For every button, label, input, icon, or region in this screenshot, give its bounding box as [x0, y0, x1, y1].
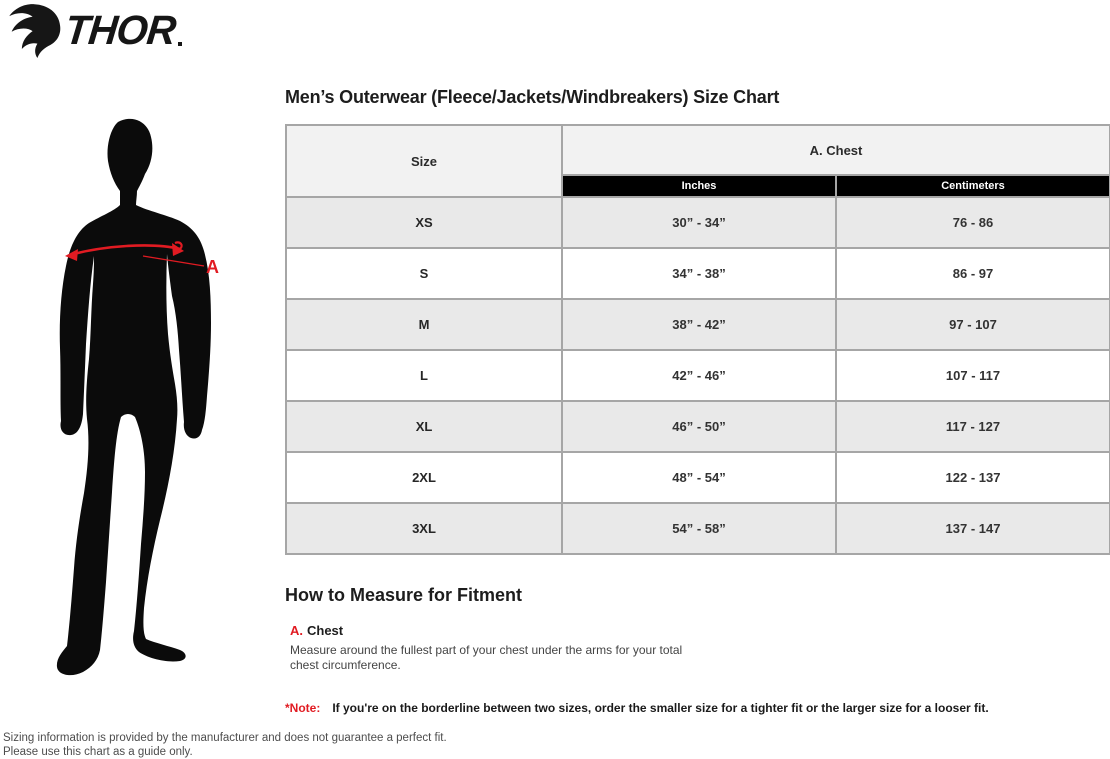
unit-header-inches: Inches: [562, 175, 836, 197]
size-cell: XS: [286, 197, 562, 248]
note-text: If you're on the borderline between two sizes, order the smaller size for a tighter fit or the larger size for a looser fit.: [332, 701, 989, 715]
size-cell: 3XL: [286, 503, 562, 554]
disclaimer-line-2: Please use this chart as a guide only.: [3, 746, 193, 759]
size-cell: M: [286, 299, 562, 350]
table-row: [286, 350, 1110, 401]
cm-cell: 107 - 117: [836, 350, 1110, 401]
inches-cell: 54” - 58”: [562, 503, 836, 554]
note-prefix: *Note:: [285, 701, 321, 715]
cm-cell: 76 - 86: [836, 197, 1110, 248]
inches-cell: 30” - 34”: [562, 197, 836, 248]
measure-item-label: Chest: [307, 623, 344, 638]
column-header-size: Size: [286, 125, 562, 197]
table-row: [286, 503, 1110, 554]
measure-item-key: A.: [290, 623, 303, 638]
brand-logo: [2, 3, 182, 58]
disclaimer-footer: [3, 731, 447, 759]
disclaimer-line-1: Sizing information is provided by the manufacturer and does not guarantee a perfect fit.: [3, 732, 447, 744]
inches-cell: 48” - 54”: [562, 452, 836, 503]
unit-header-centimeters: Centimeters: [836, 175, 1110, 197]
measure-item-description: Measure around the fullest part of your chest under the arms for your total chest circumference.: [290, 643, 683, 673]
cm-cell: 122 - 137: [836, 452, 1110, 503]
trademark-dot: [178, 42, 182, 46]
male-silhouette-icon: [40, 116, 236, 688]
size-cell: 2XL: [286, 452, 562, 503]
goat-head-icon: [2, 3, 62, 58]
inches-cell: 38” - 42”: [562, 299, 836, 350]
column-header-chest: A. Chest: [562, 125, 1110, 175]
inches-cell: 42” - 46”: [562, 350, 836, 401]
measure-item-title: [290, 623, 710, 638]
table-row: [286, 299, 1110, 350]
table-row: [286, 452, 1110, 503]
body-silhouette-figure: [40, 116, 236, 688]
cm-cell: 86 - 97: [836, 248, 1110, 299]
cm-cell: 117 - 127: [836, 401, 1110, 452]
measure-item-chest: [290, 623, 710, 674]
table-row: [286, 248, 1110, 299]
size-cell: L: [286, 350, 562, 401]
measure-point-label: A: [206, 257, 219, 277]
size-chart-table: [285, 124, 1110, 555]
size-cell: XL: [286, 401, 562, 452]
sizing-note: [285, 701, 989, 715]
size-cell: S: [286, 248, 562, 299]
cm-cell: 137 - 147: [836, 503, 1110, 554]
inches-cell: 34” - 38”: [562, 248, 836, 299]
table-row: [286, 197, 1110, 248]
page-title: Men’s Outerwear (Fleece/Jackets/Windbreakers) Size Chart: [285, 87, 780, 107]
table-header-row: [286, 125, 1110, 175]
table-row: [286, 401, 1110, 452]
inches-cell: 46” - 50”: [562, 401, 836, 452]
how-to-measure-heading: How to Measure for Fitment: [285, 585, 523, 605]
brand-name: THOR: [62, 7, 178, 53]
cm-cell: 97 - 107: [836, 299, 1110, 350]
